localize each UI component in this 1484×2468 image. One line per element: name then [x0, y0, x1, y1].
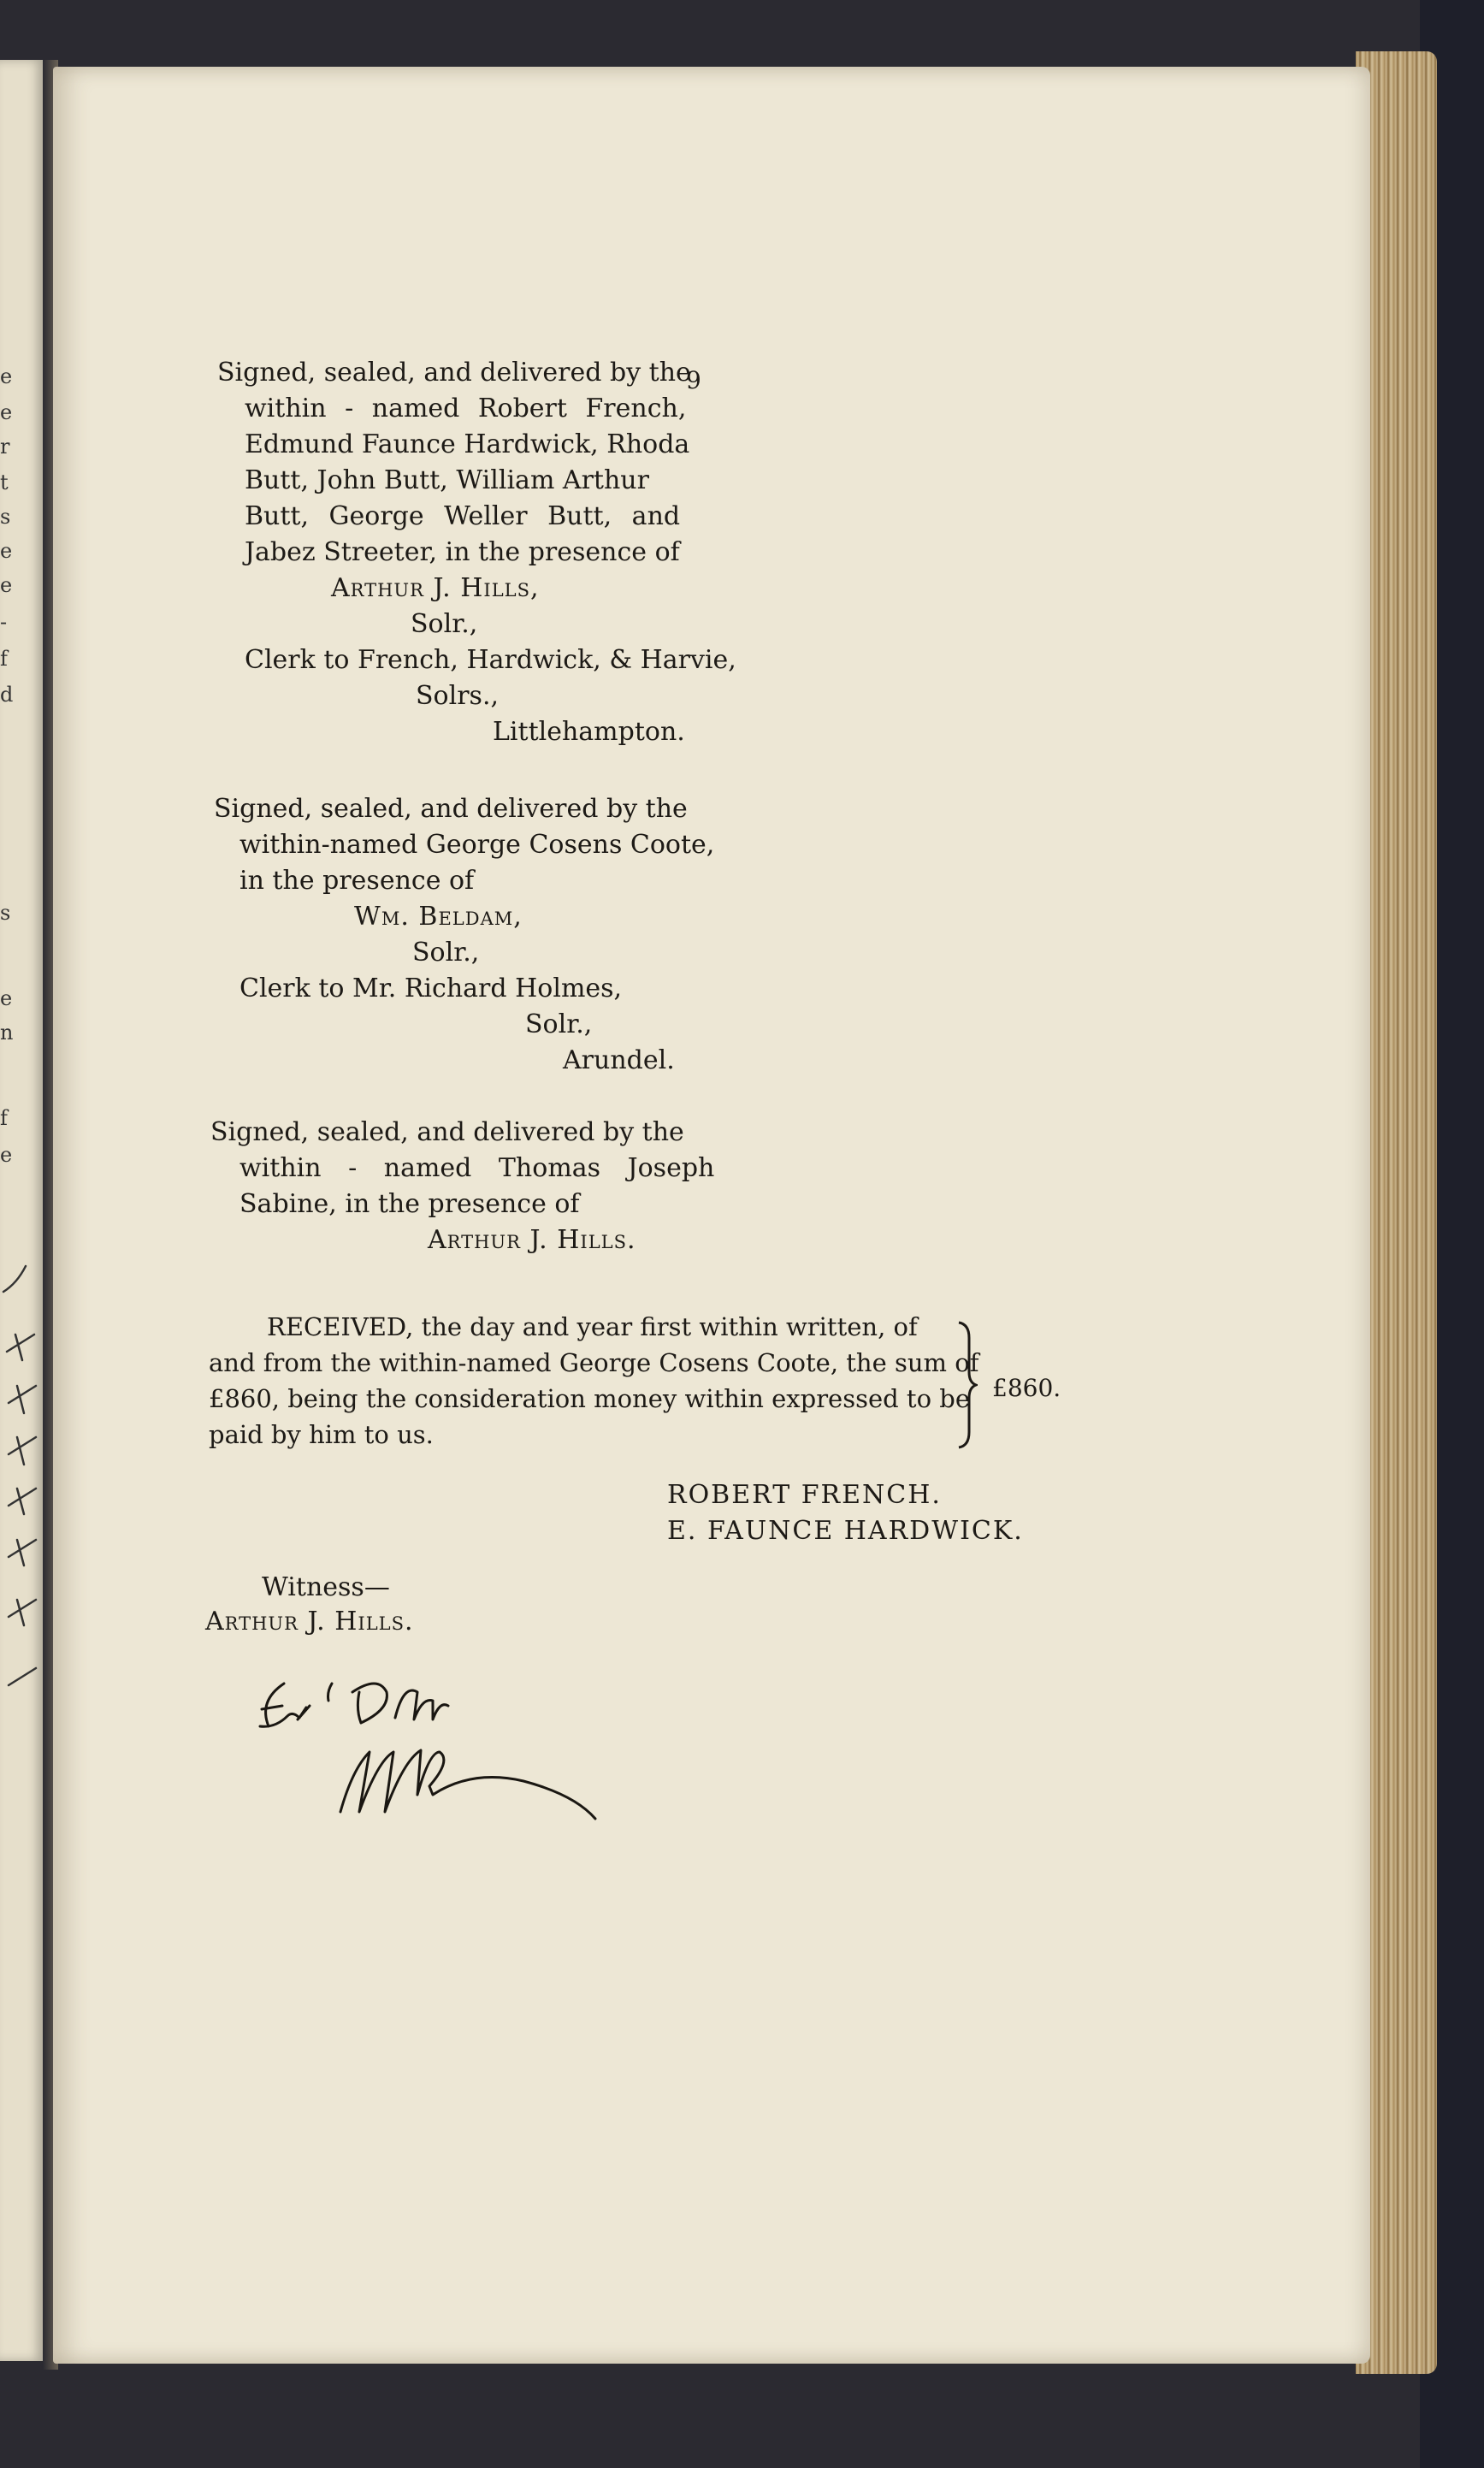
receipt-line: paid by him to us. — [209, 1420, 434, 1449]
margin-fragment: f — [0, 1106, 8, 1130]
receipt-line: £860, being the consideration money within expressed to be — [209, 1384, 970, 1413]
margin-fragment: t — [0, 471, 9, 494]
margin-fragment: r — [0, 435, 10, 459]
curly-brace-icon — [955, 1321, 978, 1449]
document-page — [53, 67, 1370, 2364]
attestation-line: Signed, sealed, and delivered by the — [217, 358, 691, 388]
witness-title: Solr., — [525, 1009, 593, 1039]
witness-clerk: Clerk to Mr. Richard Holmes, — [239, 974, 623, 1003]
signatory-name: E. FAUNCE HARDWICK. — [667, 1516, 1024, 1546]
attestation-line: in the presence of — [239, 866, 475, 896]
margin-fragment: n — [0, 1021, 14, 1045]
receipt-line: RECEIVED, the day and year first within written, of — [267, 1312, 918, 1341]
witness-name: Arthur J. Hills, — [331, 573, 540, 603]
receipt-amount: £860. — [992, 1374, 1061, 1402]
page-number: 9 — [686, 366, 701, 394]
signatory-name: ROBERT FRENCH. — [667, 1480, 942, 1510]
handwritten-signature — [250, 1666, 609, 1838]
witness-title: Solr., — [411, 609, 478, 639]
margin-fragment: e — [0, 986, 13, 1010]
margin-fragment: e — [0, 364, 13, 388]
margin-fragment: e — [0, 539, 13, 563]
attestation-line: within-named George Cosens Coote, — [239, 830, 715, 860]
margin-fragment: e — [0, 400, 13, 424]
witness-clerk: Clerk to French, Hardwick, & Harvie, — [245, 645, 736, 675]
attestation-line: Signed, sealed, and delivered by the — [210, 1117, 684, 1147]
margin-fragment: s — [0, 505, 11, 529]
witness-name: Wm. Beldam, — [354, 902, 523, 932]
margin-fragment: e — [0, 1143, 13, 1167]
attestation-line: Butt, George Weller Butt, and — [245, 501, 681, 531]
witness-title: Solrs., — [416, 681, 500, 711]
margin-fragment: d — [0, 683, 14, 707]
previous-page-edge — [0, 60, 44, 2361]
attestation-line: Sabine, in the presence of — [239, 1189, 580, 1219]
witness-place: Arundel. — [563, 1045, 675, 1075]
receipt-line: and from the within-named George Cosens Coote, the sum of — [209, 1348, 979, 1377]
attestation-line: Edmund Faunce Hardwick, Rhoda — [245, 429, 690, 459]
witness-name: Arthur J. Hills. — [205, 1607, 414, 1636]
margin-fragment: s — [0, 901, 11, 925]
attestation-line: within - named Robert French, — [245, 394, 687, 423]
witness-place: Littlehampton. — [493, 717, 685, 747]
attestation-line: within - named Thomas Joseph — [239, 1153, 715, 1183]
margin-fragment: - — [0, 610, 8, 634]
witness-name: Arthur J. Hills. — [428, 1225, 636, 1255]
attestation-line: Signed, sealed, and delivered by the — [214, 794, 688, 824]
attestation-line: Jabez Streeter, in the presence of — [245, 537, 680, 567]
margin-fragment: e — [0, 573, 13, 597]
margin-fragment: f — [0, 647, 8, 671]
witness-label: Witness— — [262, 1572, 390, 1602]
attestation-line: Butt, John Butt, William Arthur — [245, 465, 649, 495]
witness-title: Solr., — [412, 938, 480, 968]
